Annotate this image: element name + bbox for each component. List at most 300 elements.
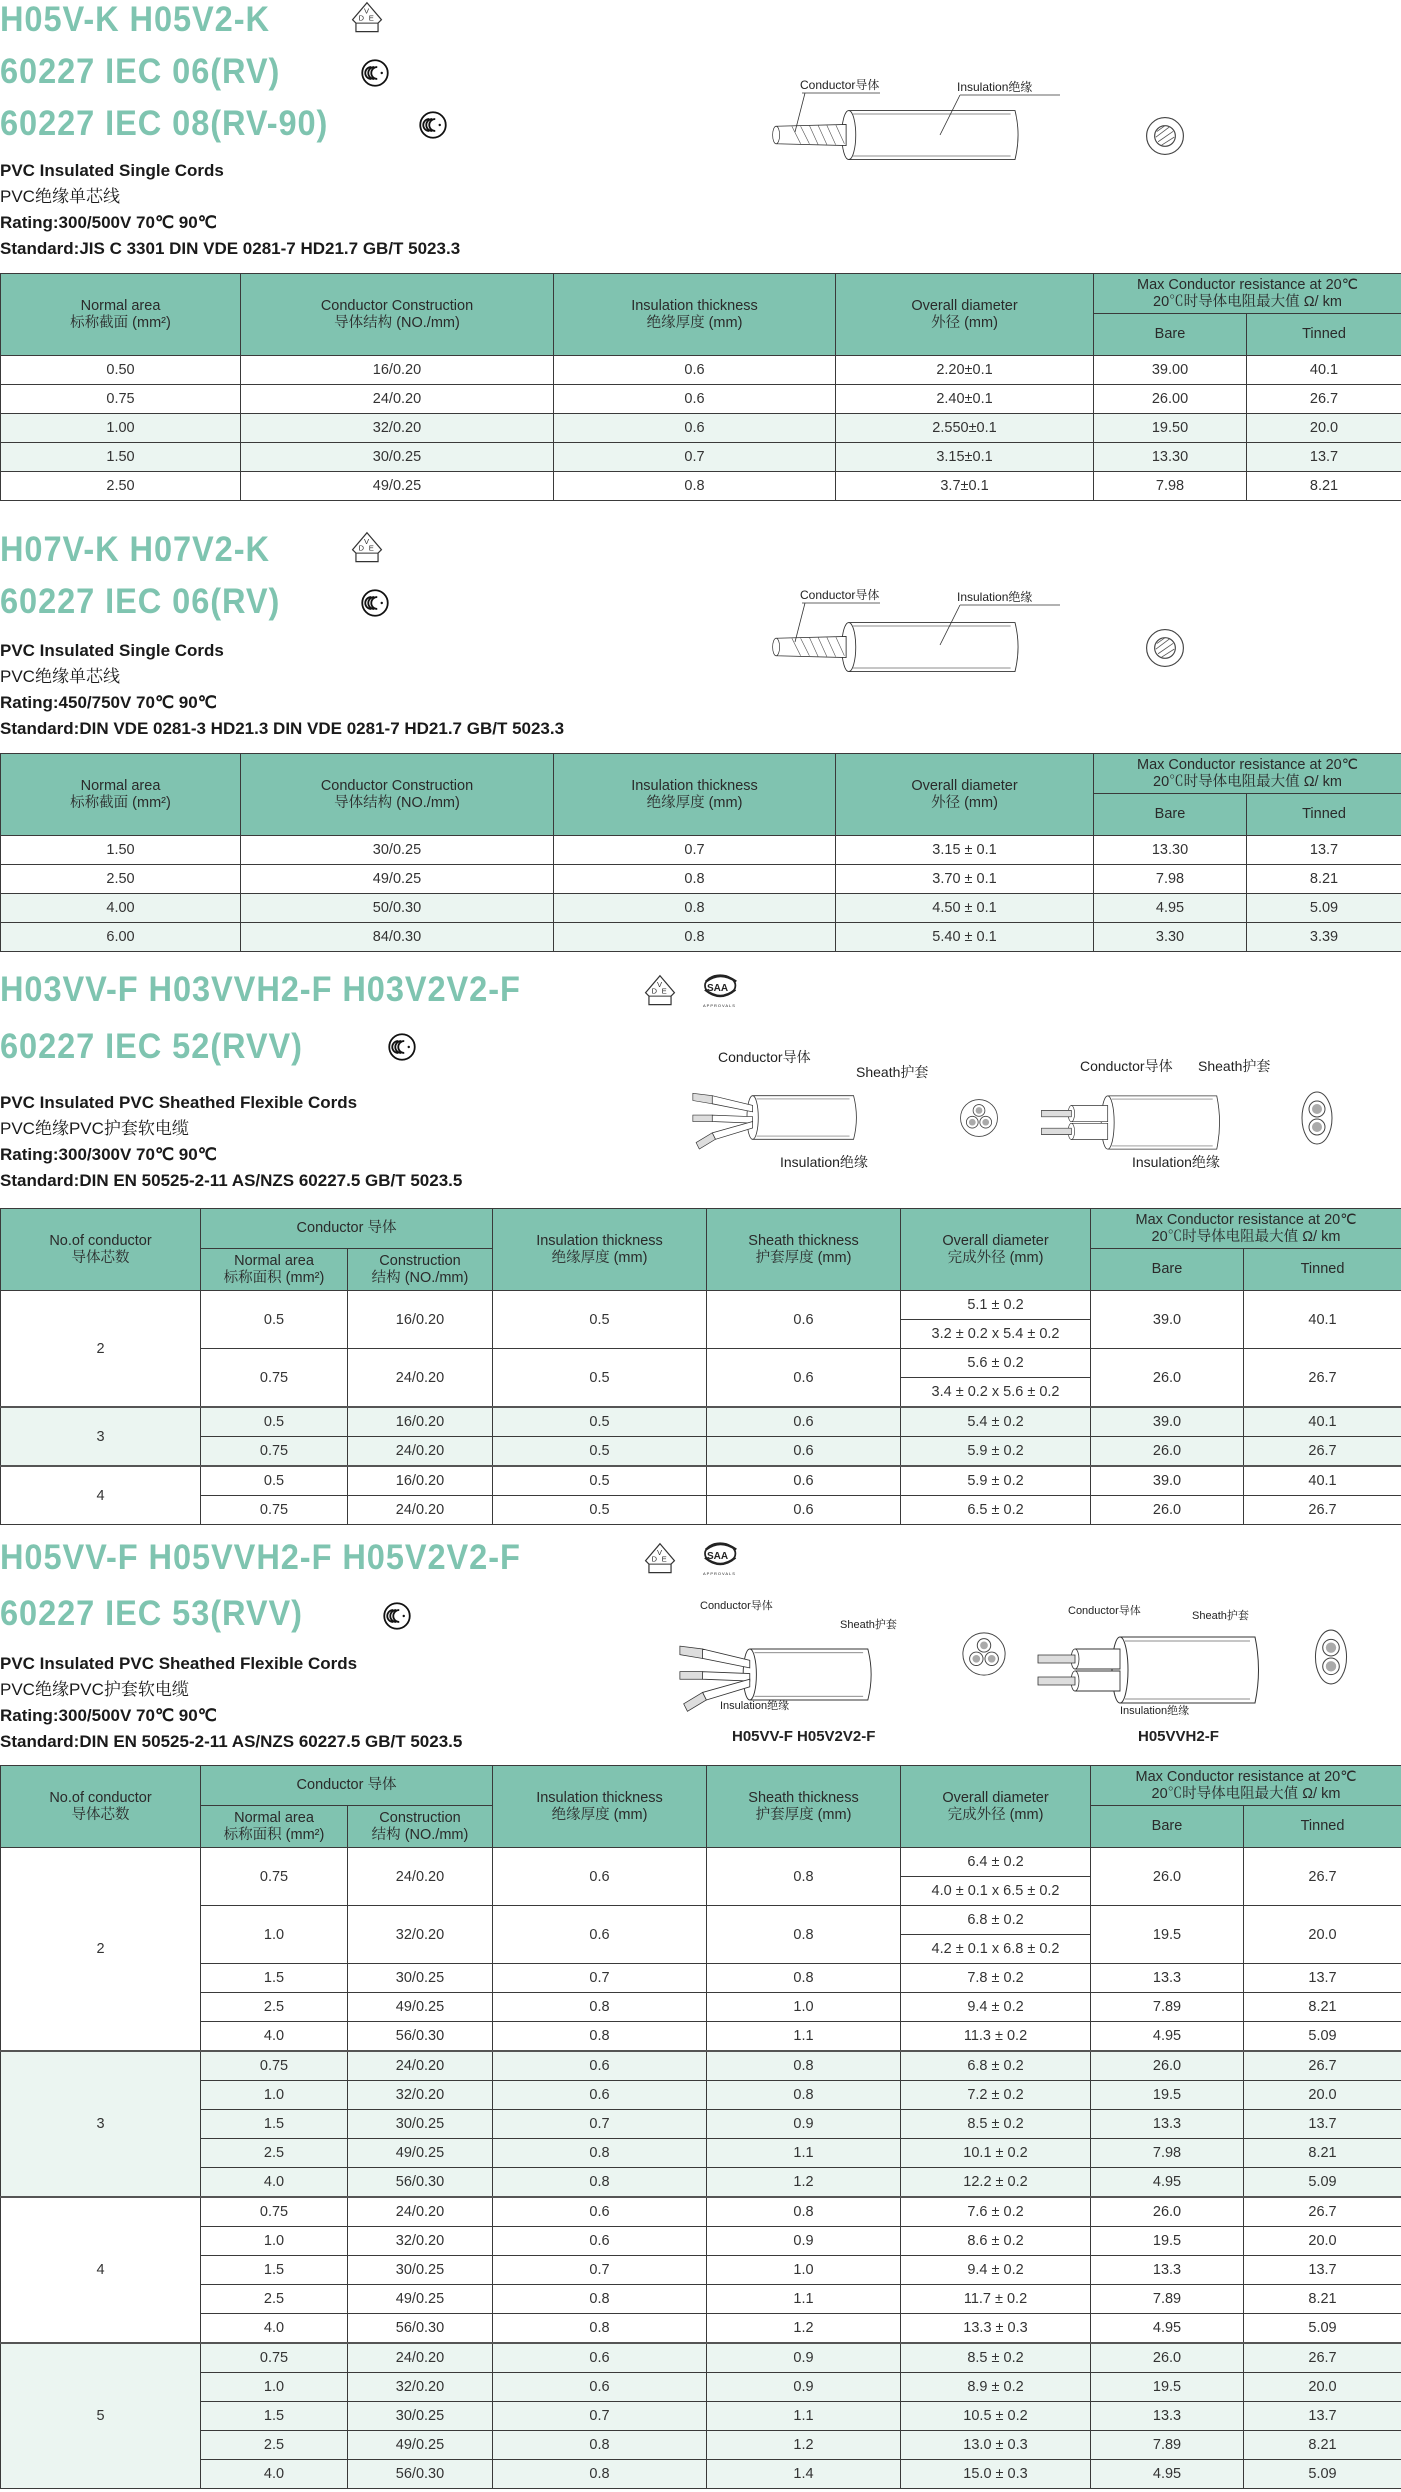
cell-sheath: 1.1 [707,2402,901,2431]
cell-construction: 24/0.20 [348,1848,493,1906]
sheath-label: Sheath护套 [856,1064,929,1080]
cell-bare: 13.3 [1091,2110,1244,2139]
cell-sheath: 1.1 [707,2022,901,2052]
header-diameter: Overall diameter 完成外径 (mm) [901,1766,1091,1848]
cell-diameter: 3.7±0.1 [836,472,1094,501]
cell-bare: 7.98 [1091,2139,1244,2168]
cell-diameter: 2.550±0.1 [836,414,1094,443]
cell-insulation: 0.7 [493,2256,707,2285]
cross-section-icon [1142,625,1188,671]
table-row [1,865,1401,894]
table-row [1,1291,1401,1320]
cell-bare: 13.3 [1091,2256,1244,2285]
cell-bare: 26.0 [1091,2051,1244,2081]
table-row [1,443,1401,472]
cell-diameter: 5.9 ± 0.2 [901,1437,1091,1467]
sheath-label: Sheath护套 [1198,1058,1271,1074]
cell-bare: 3.30 [1094,923,1247,952]
cell-insulation: 0.8 [554,865,836,894]
cell-bare: 19.50 [1094,414,1247,443]
subtitle-cn: PVC绝缘单芯线 [0,187,120,206]
spec-table [0,273,1401,501]
header-conductor: Conductor 导体 [201,1209,493,1249]
section-title: 60227 IEC 53(RVV) [0,1594,303,1633]
cell-tinned: 26.7 [1244,1349,1401,1408]
vde-mark-icon [350,531,384,565]
cell-tinned: 13.7 [1244,2256,1401,2285]
table-row [1,1906,1401,1935]
cell-sheath: 1.2 [707,2168,901,2198]
cell-diameter: 10.1 ± 0.2 [901,2139,1091,2168]
header-resistance: Max Conductor resistance at 20℃ 20℃时导体电阻最大值 Ω/ km [1094,274,1401,314]
cell-sheath: 0.6 [707,1291,901,1349]
insulation-label: Insulation绝缘 [1120,1705,1190,1717]
cell-conductor-count: 2 [1,1291,201,1408]
cell-bare: 7.89 [1091,2431,1244,2460]
table-row [1,2110,1401,2139]
table-row [1,2373,1401,2402]
cell-tinned: 8.21 [1244,2285,1401,2314]
conductor-label: Conductor导体 [800,588,880,602]
cell-diameter: 5.40 ± 0.1 [836,923,1094,952]
cell-diameter: 13.3 ± 0.3 [901,2314,1091,2344]
cell-area: 0.75 [201,2197,348,2227]
insulation-label: Insulation绝缘 [957,590,1033,604]
conductor-label: Conductor导体 [718,1049,811,1065]
conductor-label: Conductor导体 [1068,1605,1141,1617]
cell-tinned: 5.09 [1244,2168,1401,2198]
cell-construction: 30/0.25 [348,2402,493,2431]
cell-insulation: 0.8 [493,2285,707,2314]
cell-area: 2.50 [1,865,241,894]
saa-approvals-text: APPROVALS [703,1571,736,1576]
cell-diameter: 9.4 ± 0.2 [901,1993,1091,2022]
cell-diameter: 8.5 ± 0.2 [901,2343,1091,2373]
cell-sheath: 0.9 [707,2110,901,2139]
ccc-mark-icon [382,1601,412,1631]
cell-insulation: 0.8 [493,2022,707,2052]
header-tinned: Tinned [1244,1806,1401,1848]
cell-bare: 4.95 [1094,894,1247,923]
header-sheath: Sheath thickness 护套厚度 (mm) [707,1209,901,1291]
table-row [1,385,1401,414]
cell-bare: 26.0 [1091,2343,1244,2373]
cell-bare: 13.3 [1091,2402,1244,2431]
header-bare: Bare [1091,1249,1244,1291]
cell-area: 2.5 [201,2285,348,2314]
cell-diameter: 4.0 ± 0.1 x 6.5 ± 0.2 [901,1877,1091,1906]
header-insulation: Insulation thickness 绝缘厚度 (mm) [493,1766,707,1848]
cell-bare: 7.98 [1094,865,1247,894]
cell-construction: 24/0.20 [348,1437,493,1467]
cell-diameter: 13.0 ± 0.3 [901,2431,1091,2460]
cell-tinned: 20.0 [1244,2227,1401,2256]
table-row [1,2285,1401,2314]
cell-insulation: 0.8 [493,2168,707,2198]
subtitle-cn: PVC绝缘PVC护套软电缆 [0,1119,189,1138]
header-insulation: Insulation thickness 绝缘厚度 (mm) [493,1209,707,1291]
cell-tinned: 40.1 [1244,1291,1401,1349]
table-row [1,2227,1401,2256]
cable-illustration-icon [688,1080,898,1155]
header-construction: Conductor Construction 导体结构 (NO./mm) [241,754,554,836]
header-construction: Construction 结构 (NO./mm) [348,1249,493,1291]
table-row [1,836,1401,865]
cell-construction: 30/0.25 [348,2110,493,2139]
insulation-label: Insulation绝缘 [780,1154,868,1170]
cell-bare: 26.0 [1091,1496,1244,1525]
header-resistance: Max Conductor resistance at 20℃ 20℃时导体电阻最大值 Ω/ km [1094,754,1401,794]
cell-bare: 13.30 [1094,443,1247,472]
header-sheath: Sheath thickness 护套厚度 (mm) [707,1766,901,1848]
cell-bare: 19.5 [1091,2081,1244,2110]
cell-insulation: 0.6 [554,356,836,385]
header-bare: Bare [1094,314,1247,356]
cell-construction: 50/0.30 [241,894,554,923]
cell-insulation: 0.6 [493,2051,707,2081]
vde-mark-icon [350,1,384,35]
cell-sheath: 1.2 [707,2431,901,2460]
cell-diameter: 8.5 ± 0.2 [901,2110,1091,2139]
cross-section-icon [958,1097,1000,1139]
cell-conductor-count: 4 [1,2197,201,2343]
cell-insulation: 0.8 [554,923,836,952]
cell-conductor-count: 2 [1,1848,201,2052]
cell-construction: 84/0.30 [241,923,554,952]
cell-area: 0.75 [1,385,241,414]
cell-diameter: 2.20±0.1 [836,356,1094,385]
cell-insulation: 0.5 [493,1349,707,1408]
cell-area: 2.5 [201,1993,348,2022]
cell-insulation: 0.6 [493,2343,707,2373]
cell-sheath: 0.6 [707,1496,901,1525]
vde-mark-icon [643,1542,677,1576]
table-row [1,1496,1401,1525]
cell-construction: 30/0.25 [241,836,554,865]
cell-tinned: 5.09 [1244,2314,1401,2344]
cell-tinned: 26.7 [1244,2051,1401,2081]
cell-area: 4.0 [201,2168,348,2198]
cell-construction: 16/0.20 [348,1466,493,1496]
cell-area: 1.0 [201,1906,348,1964]
cell-bare: 39.0 [1091,1466,1244,1496]
cell-diameter: 5.4 ± 0.2 [901,1407,1091,1437]
saa-mark-text: SAA [707,1551,729,1562]
header-area: Normal area 标称截面 (mm²) [1,274,241,356]
conductor-label: Conductor导体 [1080,1058,1173,1074]
cell-area: 2.50 [1,472,241,501]
cell-diameter: 3.2 ± 0.2 x 5.4 ± 0.2 [901,1320,1091,1349]
cell-sheath: 1.1 [707,2285,901,2314]
cell-construction: 24/0.20 [348,2051,493,2081]
cell-area: 0.75 [201,2343,348,2373]
cell-bare: 13.3 [1091,1964,1244,1993]
cell-bare: 39.0 [1091,1407,1244,1437]
cell-diameter: 3.15 ± 0.1 [836,836,1094,865]
cell-diameter: 5.6 ± 0.2 [901,1349,1091,1378]
header-insulation: Insulation thickness 绝缘厚度 (mm) [554,754,836,836]
ccc-mark-icon [360,588,390,618]
spec-table [0,753,1401,952]
cell-sheath: 0.9 [707,2227,901,2256]
cell-tinned: 13.7 [1247,836,1401,865]
cell-construction: 32/0.20 [348,2373,493,2402]
cell-sheath: 0.6 [707,1466,901,1496]
header-insulation: Insulation thickness 绝缘厚度 (mm) [554,274,836,356]
subtitle-en: PVC Insulated PVC Sheathed Flexible Cords [0,1093,358,1112]
cell-insulation: 0.5 [493,1496,707,1525]
cell-tinned: 13.7 [1244,1964,1401,1993]
cell-tinned: 20.0 [1244,2373,1401,2402]
cell-construction: 56/0.30 [348,2314,493,2344]
cell-diameter: 7.2 ± 0.2 [901,2081,1091,2110]
cell-tinned: 8.21 [1247,472,1401,501]
cell-bare: 39.0 [1091,1291,1244,1349]
subtitle-en: PVC Insulated Single Cords [0,161,224,180]
cell-area: 2.5 [201,2139,348,2168]
cell-area: 0.5 [201,1466,348,1496]
table-row [1,1349,1401,1378]
spec-table [0,1208,1401,1525]
cell-bare: 26.0 [1091,2197,1244,2227]
cell-insulation: 0.7 [554,443,836,472]
cell-bare: 4.95 [1091,2022,1244,2052]
table-row [1,2139,1401,2168]
cell-area: 1.5 [201,2402,348,2431]
cell-insulation: 0.5 [493,1407,707,1437]
cell-bare: 39.00 [1094,356,1247,385]
cell-area: 0.50 [1,356,241,385]
cell-insulation: 0.7 [493,2402,707,2431]
cell-tinned: 26.7 [1244,2343,1401,2373]
standard: Standard:DIN VDE 0281-3 HD21.3 DIN VDE 0281-7 HD21.7 GB/T 5023.3 [0,719,565,738]
cell-insulation: 0.5 [493,1466,707,1496]
cell-area: 1.0 [201,2227,348,2256]
header-conductor: Conductor 导体 [201,1766,493,1806]
section-title: H05VV-F H05VVH2-F H05V2V2-F [0,1538,521,1577]
diagram-caption: H05VV-F H05V2V2-F [732,1728,876,1745]
header-bare: Bare [1094,794,1247,836]
cell-construction: 56/0.30 [348,2460,493,2489]
cell-bare: 26.00 [1094,385,1247,414]
table-row [1,2343,1401,2373]
ccc-mark-icon [360,58,390,88]
cell-bare: 7.89 [1091,2285,1244,2314]
cell-insulation: 0.8 [493,2460,707,2489]
cell-construction: 49/0.25 [348,2139,493,2168]
cell-construction: 30/0.25 [348,1964,493,1993]
cell-insulation: 0.8 [493,2431,707,2460]
cell-diameter: 2.40±0.1 [836,385,1094,414]
cell-bare: 4.95 [1091,2168,1244,2198]
cell-construction: 32/0.20 [348,1906,493,1964]
cell-tinned: 5.09 [1244,2022,1401,2052]
cell-diameter: 3.15±0.1 [836,443,1094,472]
standard: Standard:DIN EN 50525-2-11 AS/NZS 60227.5 GB/T 5023.5 [0,1171,463,1190]
table-row [1,2256,1401,2285]
cell-area: 2.5 [201,2431,348,2460]
cell-bare: 13.30 [1094,836,1247,865]
cell-construction: 16/0.20 [348,1291,493,1349]
cell-construction: 24/0.20 [241,385,554,414]
header-area: Normal area 标称面积 (mm²) [201,1249,348,1291]
insulation-label: Insulation绝缘 [957,80,1033,94]
table-row [1,2431,1401,2460]
table-row [1,414,1401,443]
cell-insulation: 0.8 [554,472,836,501]
section-title: H05V-K H05V2-K [0,0,270,39]
sheath-label: Sheath护套 [1192,1610,1249,1622]
section-title: 60227 IEC 52(RVV) [0,1027,303,1066]
cell-sheath: 0.8 [707,2051,901,2081]
cell-diameter: 6.8 ± 0.2 [901,2051,1091,2081]
cell-construction: 32/0.20 [348,2227,493,2256]
cell-diameter: 5.1 ± 0.2 [901,1291,1091,1320]
saa-mark-text: SAA [707,983,729,994]
standard: Standard:JIS C 3301 DIN VDE 0281-7 HD21.7 GB/T 5023.3 [0,239,461,258]
saa-approvals-text: APPROVALS [703,1003,736,1008]
table-row [1,923,1401,952]
table-row [1,2402,1401,2431]
table-row [1,2460,1401,2489]
cell-tinned: 8.21 [1247,865,1401,894]
cell-bare: 4.95 [1091,2460,1244,2489]
cell-area: 1.5 [201,1964,348,1993]
insulation-label: Insulation绝缘 [1132,1154,1220,1170]
cell-area: 6.00 [1,923,241,952]
cell-insulation: 0.8 [493,2314,707,2344]
cross-section-icon [960,1630,1008,1678]
table-row [1,2168,1401,2198]
header-diameter: Overall diameter 外径 (mm) [836,754,1094,836]
cell-sheath: 0.6 [707,1437,901,1467]
cell-diameter: 3.4 ± 0.2 x 5.6 ± 0.2 [901,1378,1091,1408]
cell-area: 0.5 [201,1407,348,1437]
cell-insulation: 0.6 [493,2081,707,2110]
cell-construction: 30/0.25 [348,2256,493,2285]
cell-construction: 49/0.25 [241,472,554,501]
cell-conductor-count: 4 [1,1466,201,1525]
cable-illustration-icon [1035,1085,1245,1160]
conductor-label: Conductor导体 [800,78,880,92]
cell-diameter: 15.0 ± 0.3 [901,2460,1091,2489]
cell-construction: 16/0.20 [241,356,554,385]
spec-table [0,1765,1401,2489]
cell-area: 0.5 [201,1291,348,1349]
table-row [1,2081,1401,2110]
cell-area: 1.00 [1,414,241,443]
cell-construction: 16/0.20 [348,1407,493,1437]
header-tinned: Tinned [1247,794,1401,836]
cell-sheath: 1.2 [707,2314,901,2344]
table-row [1,472,1401,501]
cell-tinned: 13.7 [1247,443,1401,472]
cell-insulation: 0.5 [493,1437,707,1467]
table-row [1,356,1401,385]
cell-tinned: 20.0 [1244,2081,1401,2110]
cell-construction: 30/0.25 [241,443,554,472]
rating: Rating:450/750V 70℃ 90℃ [0,693,217,712]
cell-sheath: 1.0 [707,1993,901,2022]
cell-construction: 49/0.25 [241,865,554,894]
table-row [1,1993,1401,2022]
cell-sheath: 0.8 [707,2081,901,2110]
cell-sheath: 0.8 [707,1848,901,1906]
cell-insulation: 0.6 [493,1848,707,1906]
cell-construction: 24/0.20 [348,2197,493,2227]
cell-diameter: 6.5 ± 0.2 [901,1496,1091,1525]
cell-tinned: 26.7 [1244,1848,1401,1906]
ccc-mark-icon [418,110,448,140]
cell-area: 0.75 [201,1349,348,1408]
subtitle-en: PVC Insulated PVC Sheathed Flexible Cords [0,1654,358,1673]
cell-tinned: 26.7 [1244,2197,1401,2227]
cell-bare: 26.0 [1091,1848,1244,1906]
cell-conductor-count: 3 [1,1407,201,1466]
cell-diameter: 6.4 ± 0.2 [901,1848,1091,1877]
cell-construction: 32/0.20 [241,414,554,443]
header-tinned: Tinned [1244,1249,1401,1291]
section-title: H03VV-F H03VVH2-F H03V2V2-F [0,970,521,1009]
sheath-label: Sheath护套 [840,1619,897,1631]
section-title: 60227 IEC 08(RV-90) [0,104,329,143]
conductor-label: Conductor导体 [700,1600,773,1612]
table-row [1,1437,1401,1467]
cell-area: 4.00 [1,894,241,923]
cell-area: 1.0 [201,2373,348,2402]
cell-bare: 26.0 [1091,1349,1244,1408]
cell-construction: 24/0.20 [348,1496,493,1525]
cell-insulation: 0.6 [493,2197,707,2227]
cell-construction: 49/0.25 [348,2285,493,2314]
cell-diameter: 10.5 ± 0.2 [901,2402,1091,2431]
rating: Rating:300/500V 70℃ 90℃ [0,1706,217,1725]
section-title: H07V-K H07V2-K [0,530,270,569]
cell-tinned: 40.1 [1244,1466,1401,1496]
header-resistance: Max Conductor resistance at 20℃ 20℃时导体电阻最大值 Ω/ km [1091,1209,1401,1249]
cell-tinned: 13.7 [1244,2110,1401,2139]
cell-bare: 19.5 [1091,2227,1244,2256]
cell-sheath: 1.0 [707,2256,901,2285]
cell-diameter: 12.2 ± 0.2 [901,2168,1091,2198]
cell-tinned: 20.0 [1247,414,1401,443]
header-diameter: Overall diameter 完成外径 (mm) [901,1209,1091,1291]
table-row [1,2197,1401,2227]
table-row [1,1848,1401,1877]
cell-tinned: 8.21 [1244,2139,1401,2168]
cell-diameter: 11.7 ± 0.2 [901,2285,1091,2314]
cell-tinned: 20.0 [1244,1906,1401,1964]
cell-tinned: 8.21 [1244,1993,1401,2022]
cell-tinned: 40.1 [1247,356,1401,385]
cell-area: 4.0 [201,2022,348,2052]
diagram-caption: H05VVH2-F [1138,1728,1219,1745]
header-construction: Conductor Construction 导体结构 (NO./mm) [241,274,554,356]
cable-illustration-icon [672,1632,922,1717]
cell-diameter: 5.9 ± 0.2 [901,1466,1091,1496]
cell-area: 0.75 [201,1848,348,1906]
cell-diameter: 7.8 ± 0.2 [901,1964,1091,1993]
cell-conductor-count: 5 [1,2343,201,2489]
cell-tinned: 3.39 [1247,923,1401,952]
cell-bare: 19.5 [1091,2373,1244,2402]
cell-sheath: 0.6 [707,1407,901,1437]
rating: Rating:300/500V 70℃ 90℃ [0,213,217,232]
cell-construction: 56/0.30 [348,2022,493,2052]
cell-sheath: 0.9 [707,2373,901,2402]
cross-section-icon [1300,1090,1334,1146]
cell-construction: 49/0.25 [348,2431,493,2460]
